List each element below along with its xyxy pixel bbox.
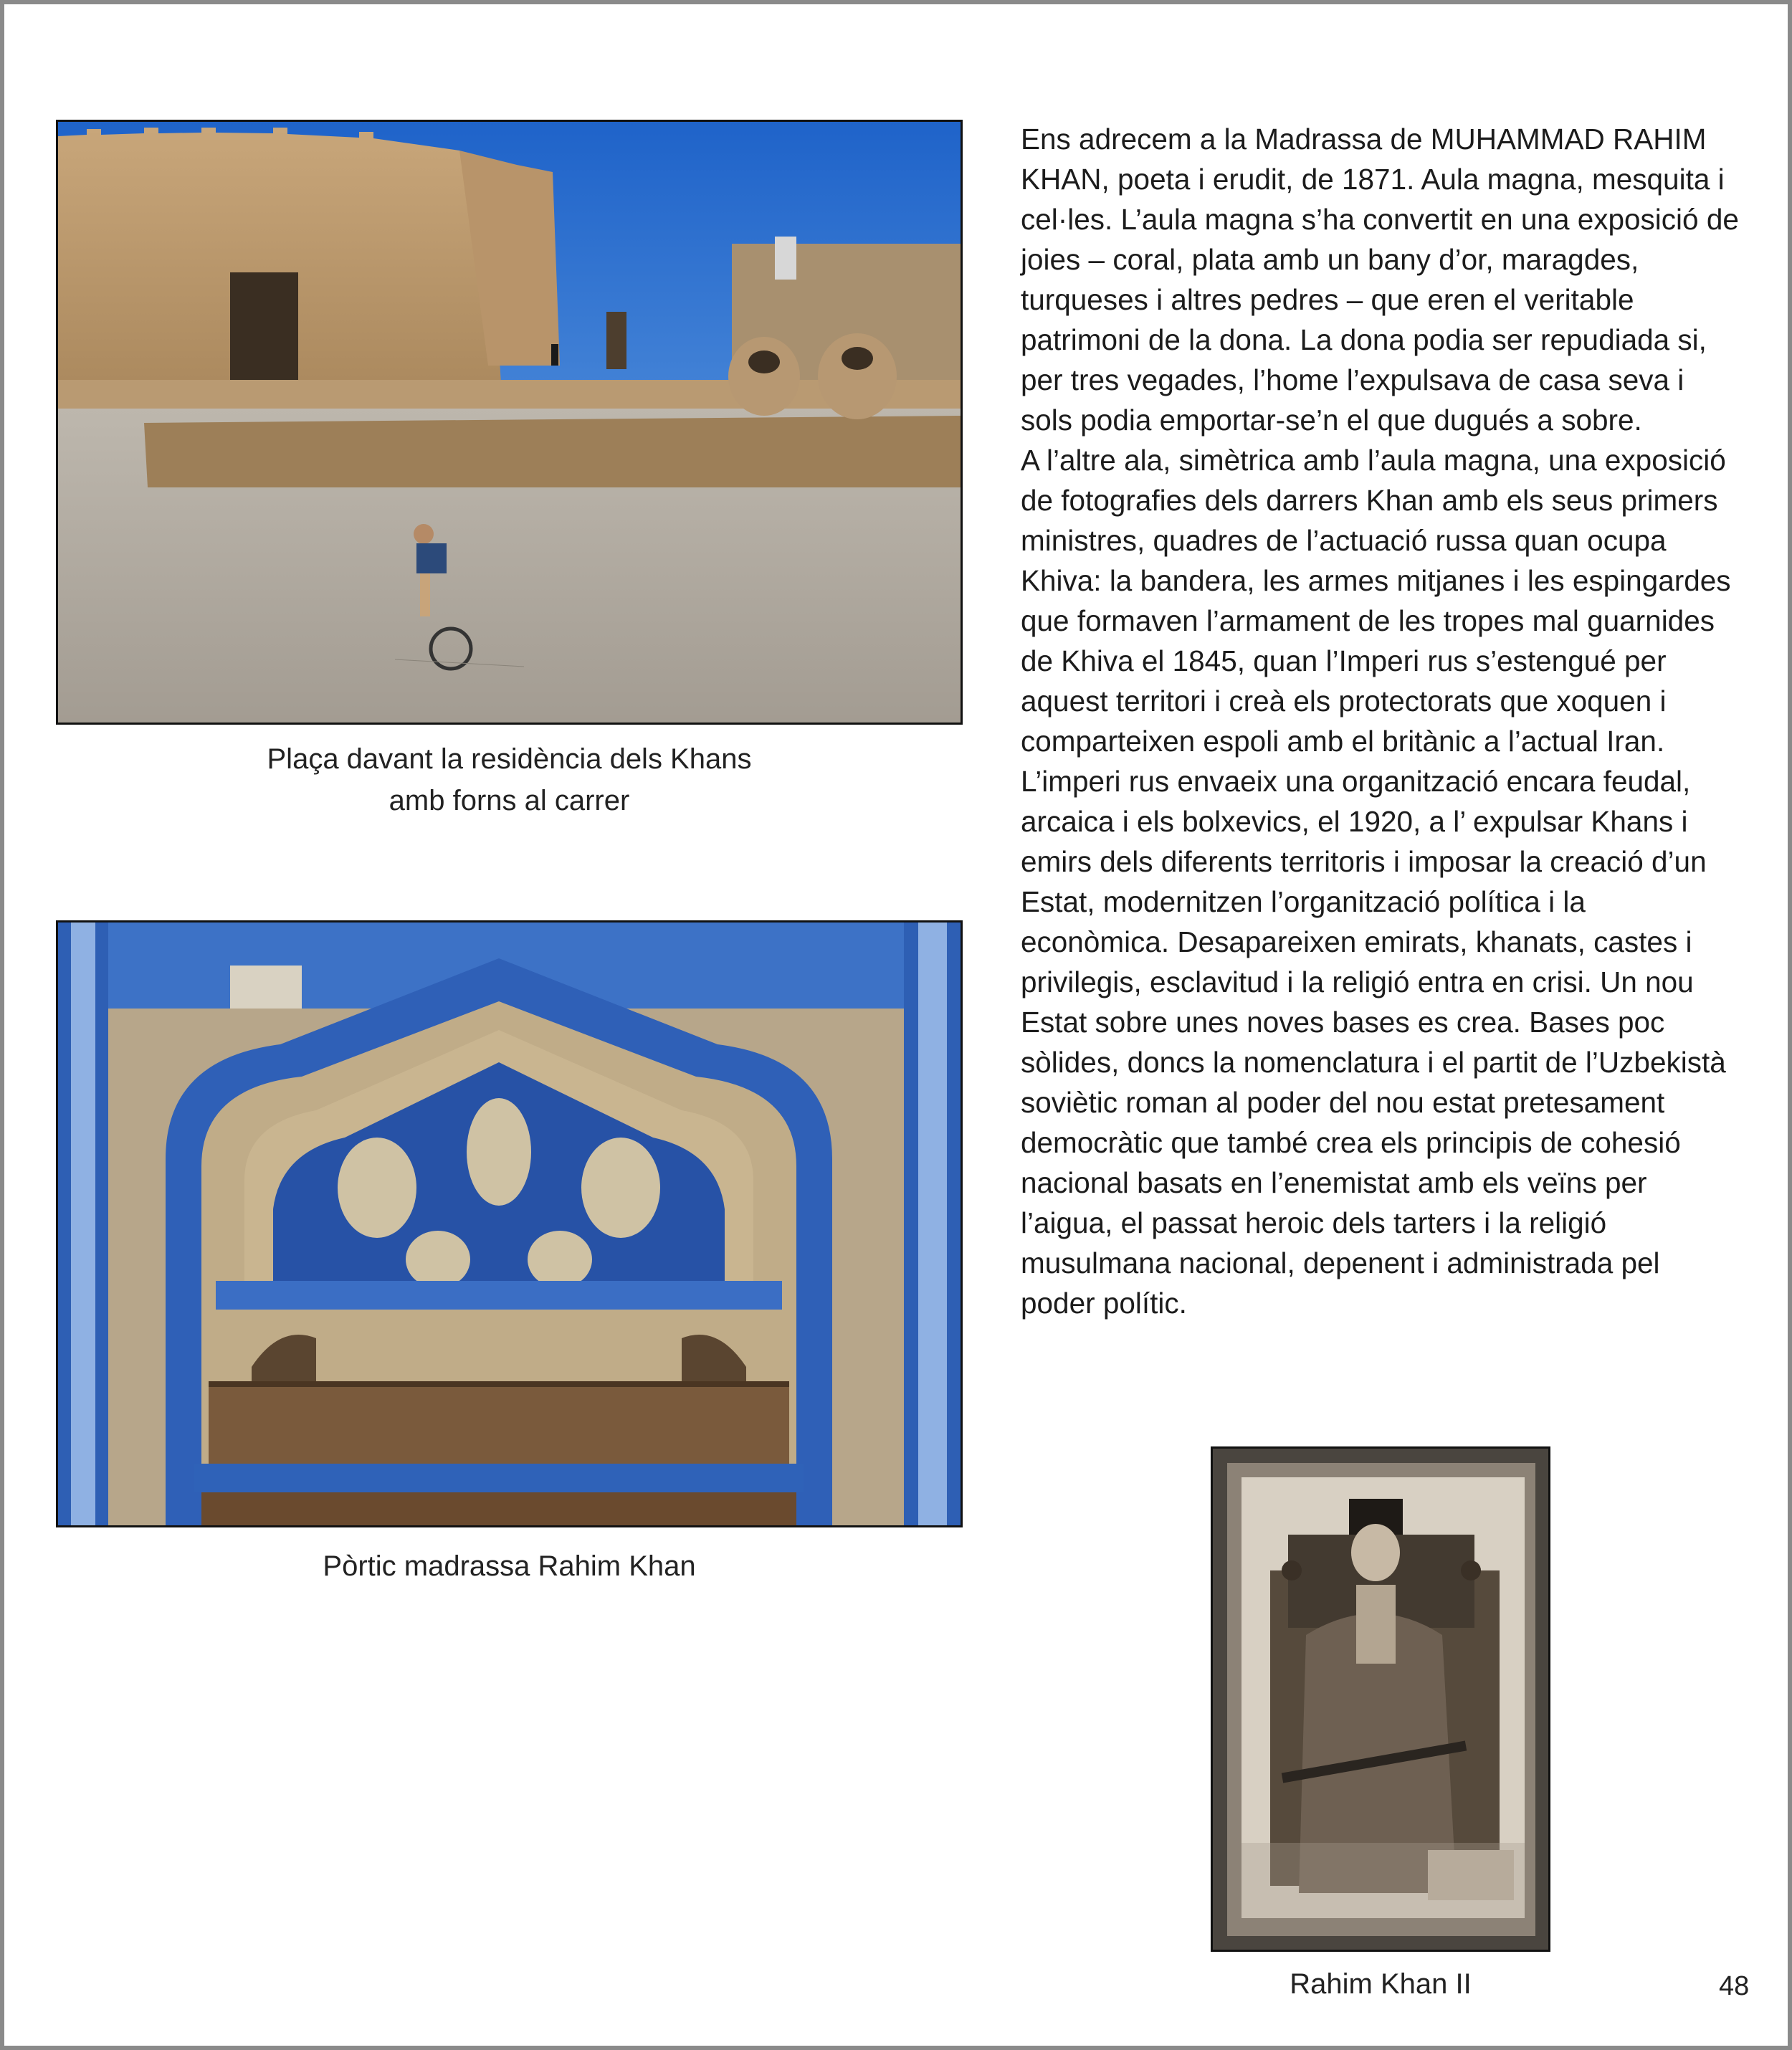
- portal-caption-text: Pòrtic madrassa Rahim Khan: [323, 1550, 696, 1582]
- portal-photo: [56, 920, 963, 1527]
- square-photo: [56, 120, 963, 725]
- square-caption-line-2: amb forns al carrer: [389, 785, 630, 816]
- portrait-caption-text: Rahim Khan II: [1290, 1968, 1472, 2000]
- article-paragraph-2: A l’altre ala, simètrica amb l’aula magna, una exposició de fotografies dels darrers Khan amb els seus primers ministres, quadres de l’actuació russa quan ocupa Khiva: la bandera, les armes mitjanes i les espingardes que formaven l’armament de les tropes mal guarnides de Khiva el 1845, quan l’Imperi rus s’estengué per aquest territori i creà els protectorats que xoquen i comparteixen espoli amb el britànic a l’actual Iran.: [1021, 444, 1731, 758]
- article-text: [1021, 119, 1741, 1323]
- portrait-photo: [1211, 1446, 1550, 1952]
- square-caption-line-1: Plaça davant la residència dels Khans: [267, 743, 752, 775]
- page-number: 48: [1719, 1971, 1750, 2001]
- article-paragraph-3: L’imperi rus envaeix una organització encara feudal, arcaica i els bolxevics, el 1920, a l’ expulsar Khans i emirs dels diferents territoris i imposar la creació d’un Estat, modernitzen l’organització política i la econòmica. Desapareixen emirats, khanats, castes i privilegis, esclavitud i la religió entra en crisi. Un nou Estat sobre unes noves bases es crea. Bases poc sòlides, doncs la nomenclatura i el partit de l’Uzbekistà soviètic roman al poder del nou estat pretesament democràtic que també crea els principis de cohesió nacional basats en l’enemistat amb els veïns per l’aigua, el passat heroic dels tarters i la religió musulmana nacional, depenent i administrada pel poder polític.: [1021, 765, 1726, 1320]
- portal-photo-caption: [56, 1545, 963, 1587]
- square-photo-caption: [56, 738, 963, 821]
- article-paragraph-1: Ens adrecem a la Madrassa de MUHAMMAD RAHIM KHAN, poeta i erudit, de 1871. Aula magna, mesquita i cel·les. L’aula magna s’ha convertit en una exposició de joies – coral, plata amb un bany d’or, maragdes, turqueses i altres pedres – que eren el veritable patrimoni de la dona. La dona podia ser repudiada si, per tres vegades, l’home l’expulsava de casa seva i sols podia emportar-se’n el que dugués a sobre.: [1021, 123, 1739, 437]
- portrait-photo-caption: [1211, 1963, 1550, 2005]
